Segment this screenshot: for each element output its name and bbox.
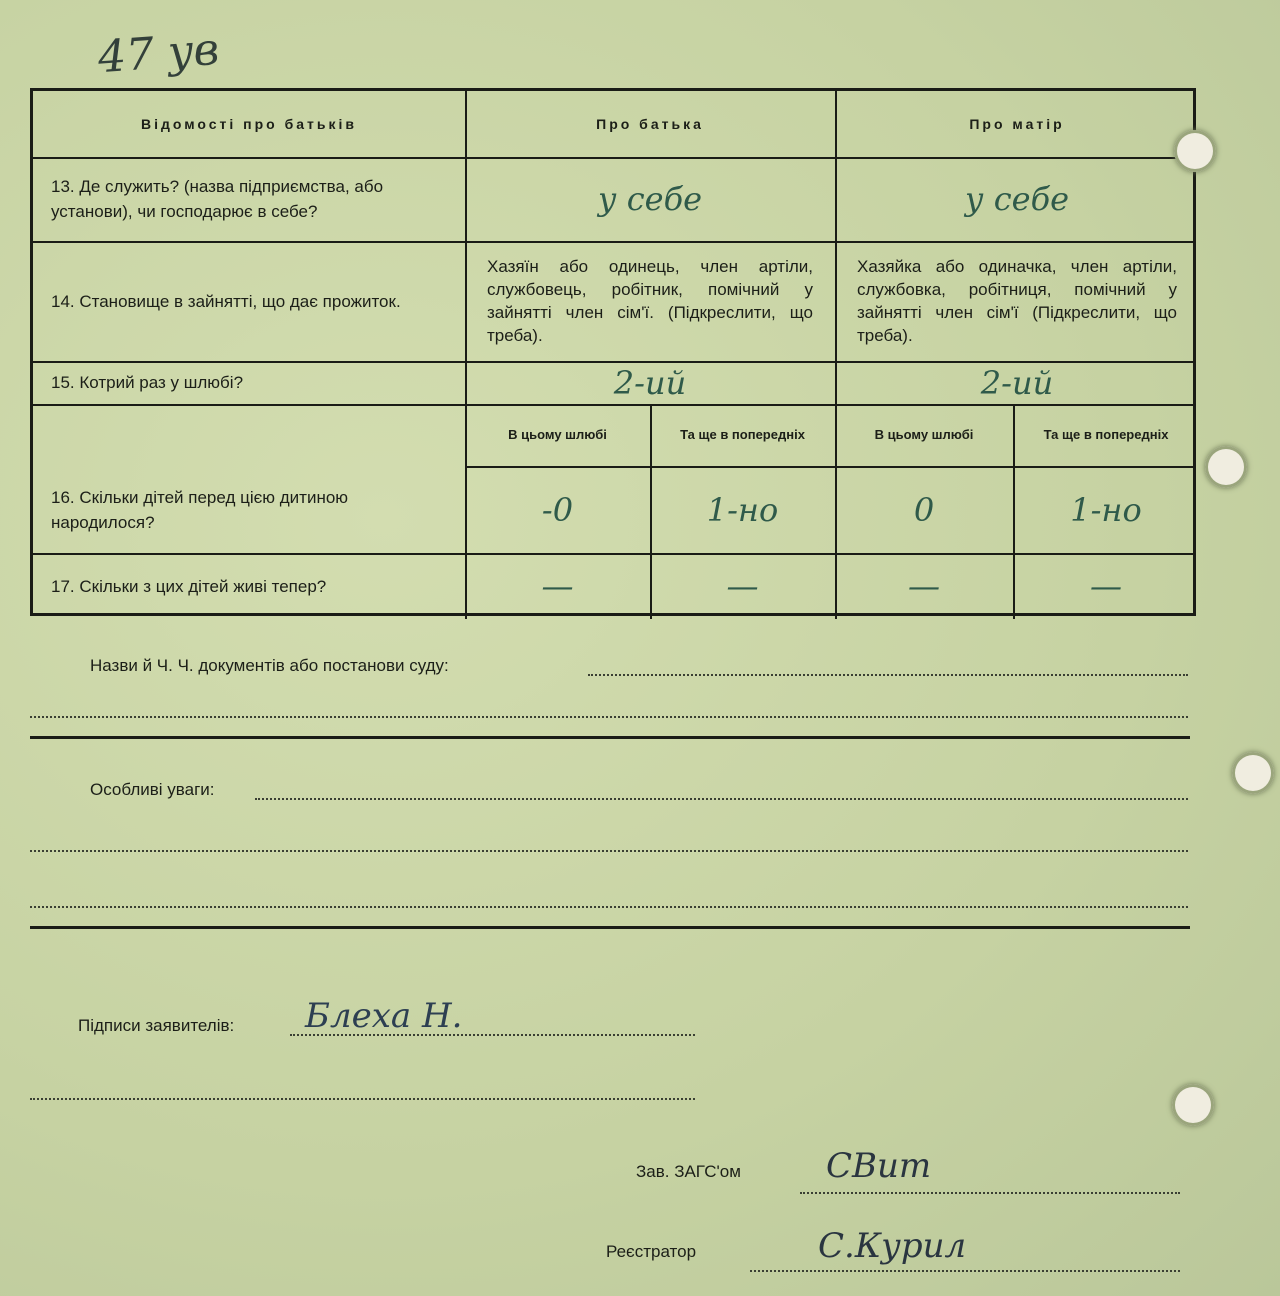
question-15: 15. Котрий раз у шлюбі? — [51, 373, 244, 392]
registrar-label: Реєстратор — [606, 1242, 697, 1261]
zags-head-signature: СВит — [826, 1146, 932, 1186]
zags-head-line — [800, 1192, 1180, 1194]
signatures-line-2 — [30, 1098, 695, 1100]
documents-label: Назви й Ч. Ч. документів або постанови суду: — [90, 656, 449, 675]
subheader-mother-this-marriage: В цьому шлюбі — [874, 427, 974, 442]
documents-line-2 — [30, 716, 1188, 718]
question-13: 13. Де служить? (назва підприємства, або установи), чи господарює в себе? — [51, 177, 384, 221]
question-16: 16. Скільки дітей перед цією дитиною народилося? — [51, 487, 349, 532]
father-living-previous: — — [726, 567, 759, 605]
parents-info-table — [30, 88, 1196, 616]
father-occupation-options: Хазяїн або одинець, член артіли, службовець, робітник, помічний у зайнятті член сім'ї. (Підкреслити, що треба). — [487, 257, 813, 345]
remarks-line-2 — [30, 850, 1188, 852]
archive-number: 47 ув — [96, 23, 221, 84]
mother-living-previous: — — [1090, 567, 1122, 605]
zags-head-label: Зав. ЗАГС'ом — [636, 1162, 741, 1181]
header-mother: Про матір — [969, 116, 1065, 132]
father-children-this-marriage: -0 — [541, 490, 574, 529]
subheader-father-this-marriage: В цьому шлюбі — [508, 427, 607, 442]
mother-marriage-count: 2-ий — [980, 363, 1054, 402]
binding-hole — [1205, 446, 1247, 488]
remarks-label: Особливі уваги: — [90, 780, 215, 799]
subheader-father-previous: Та ще в попередніх — [680, 427, 805, 442]
question-17: 17. Скільки з цих дітей живі тепер? — [51, 576, 327, 596]
binding-hole — [1172, 1084, 1214, 1126]
binding-hole — [1232, 752, 1274, 794]
section-divider — [30, 736, 1190, 739]
mother-occupation-options: Хазяйка або одиначка, член артіли, службовка, робітниця, помічний у зайнятті член сім'ї (Підкреслити, що треба). — [857, 257, 1177, 345]
question-14: 14. Становище в зайнятті, що дає прожиток. — [51, 291, 401, 311]
mother-living-this-marriage: — — [908, 567, 940, 605]
father-marriage-count: 2-ий — [613, 363, 687, 402]
father-children-previous: 1-но — [706, 490, 779, 529]
registrar-signature: С.Курил — [818, 1226, 967, 1266]
mother-workplace: у себе — [964, 180, 1070, 218]
subheader-mother-previous: Та ще в попередніх — [1043, 427, 1169, 442]
mother-children-this-marriage: 0 — [913, 490, 935, 529]
signatures-label: Підписи заявителів: — [78, 1016, 235, 1035]
section-divider-2 — [30, 926, 1190, 929]
mother-children-previous: 1-но — [1070, 490, 1142, 529]
remarks-line — [255, 798, 1188, 800]
documents-line — [588, 674, 1188, 676]
father-workplace: у себе — [597, 180, 703, 218]
applicant-signature: Блеха Н. — [305, 996, 463, 1036]
binding-hole — [1174, 130, 1216, 172]
signatures-line — [290, 1034, 695, 1036]
registrar-line — [750, 1270, 1180, 1272]
father-living-this-marriage: — — [541, 567, 574, 605]
header-parents-info: Відомості про батьків — [140, 116, 358, 132]
header-father: Про батька — [596, 116, 704, 132]
remarks-line-3 — [30, 906, 1188, 908]
